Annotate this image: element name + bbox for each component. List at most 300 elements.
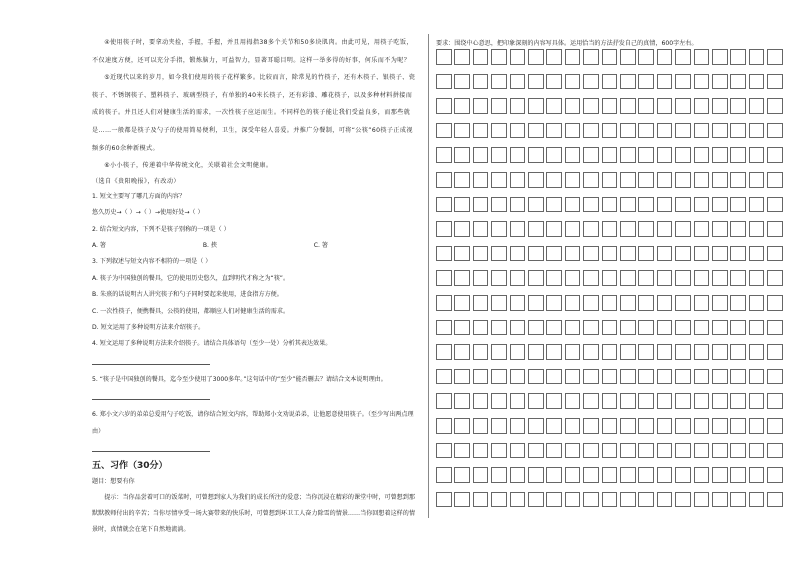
grid-cell[interactable] — [712, 74, 728, 90]
grid-cell[interactable] — [454, 246, 470, 262]
grid-cell[interactable] — [454, 172, 470, 188]
grid-cell[interactable] — [675, 98, 691, 114]
grid-cell[interactable] — [694, 492, 710, 508]
grid-cell[interactable] — [620, 295, 636, 311]
grid-cell[interactable] — [767, 492, 783, 508]
grid-cell[interactable] — [712, 344, 728, 360]
grid-cell[interactable] — [749, 221, 765, 237]
grid-cell[interactable] — [602, 492, 618, 508]
grid-cell[interactable] — [657, 295, 673, 311]
grid-cell[interactable] — [749, 492, 765, 508]
grid-cell[interactable] — [712, 369, 728, 385]
grid-cell[interactable] — [473, 172, 489, 188]
grid-cell[interactable] — [602, 74, 618, 90]
grid-cell[interactable] — [730, 49, 746, 65]
grid-cell[interactable] — [473, 123, 489, 139]
grid-cell[interactable] — [546, 295, 562, 311]
grid-cell[interactable] — [436, 74, 452, 90]
grid-cell[interactable] — [436, 295, 452, 311]
grid-cell[interactable] — [767, 172, 783, 188]
grid-cell[interactable] — [565, 98, 581, 114]
grid-cell[interactable] — [583, 49, 599, 65]
grid-cell[interactable] — [767, 369, 783, 385]
grid-cell[interactable] — [583, 123, 599, 139]
grid-cell[interactable] — [657, 49, 673, 65]
grid-cell[interactable] — [638, 320, 654, 336]
grid-cell[interactable] — [602, 443, 618, 459]
grid-cell[interactable] — [436, 246, 452, 262]
grid-cell[interactable] — [528, 147, 544, 163]
grid-cell[interactable] — [694, 197, 710, 213]
grid-cell[interactable] — [638, 98, 654, 114]
grid-cell[interactable] — [694, 123, 710, 139]
grid-cell[interactable] — [454, 492, 470, 508]
grid-cell[interactable] — [730, 467, 746, 483]
grid-cell[interactable] — [730, 320, 746, 336]
grid-cell[interactable] — [767, 443, 783, 459]
grid-cell[interactable] — [473, 492, 489, 508]
grid-cell[interactable] — [473, 443, 489, 459]
grid-cell[interactable] — [675, 492, 691, 508]
grid-cell[interactable] — [491, 147, 507, 163]
grid-cell[interactable] — [749, 98, 765, 114]
grid-cell[interactable] — [675, 320, 691, 336]
grid-cell[interactable] — [749, 443, 765, 459]
grid-cell[interactable] — [638, 221, 654, 237]
grid-cell[interactable] — [565, 320, 581, 336]
grid-cell[interactable] — [510, 246, 526, 262]
grid-cell[interactable] — [510, 320, 526, 336]
grid-cell[interactable] — [675, 270, 691, 286]
grid-cell[interactable] — [657, 369, 673, 385]
grid-cell[interactable] — [528, 393, 544, 409]
grid-cell[interactable] — [473, 418, 489, 434]
grid-cell[interactable] — [491, 443, 507, 459]
grid-cell[interactable] — [473, 320, 489, 336]
grid-cell[interactable] — [675, 467, 691, 483]
grid-cell[interactable] — [473, 221, 489, 237]
grid-cell[interactable] — [546, 492, 562, 508]
grid-cell[interactable] — [454, 197, 470, 213]
grid-cell[interactable] — [454, 320, 470, 336]
grid-cell[interactable] — [510, 270, 526, 286]
grid-cell[interactable] — [473, 295, 489, 311]
grid-cell[interactable] — [638, 74, 654, 90]
grid-cell[interactable] — [565, 393, 581, 409]
grid-cell[interactable] — [436, 443, 452, 459]
grid-cell[interactable] — [546, 320, 562, 336]
grid-cell[interactable] — [510, 369, 526, 385]
grid-cell[interactable] — [638, 295, 654, 311]
grid-cell[interactable] — [620, 369, 636, 385]
grid-cell[interactable] — [602, 320, 618, 336]
grid-cell[interactable] — [583, 74, 599, 90]
grid-cell[interactable] — [767, 49, 783, 65]
grid-cell[interactable] — [546, 172, 562, 188]
grid-cell[interactable] — [712, 98, 728, 114]
grid-cell[interactable] — [730, 221, 746, 237]
grid-cell[interactable] — [749, 467, 765, 483]
grid-cell[interactable] — [694, 443, 710, 459]
grid-cell[interactable] — [546, 147, 562, 163]
grid-cell[interactable] — [712, 246, 728, 262]
grid-cell[interactable] — [528, 74, 544, 90]
grid-cell[interactable] — [620, 492, 636, 508]
grid-cell[interactable] — [510, 98, 526, 114]
grid-cell[interactable] — [546, 369, 562, 385]
grid-cell[interactable] — [620, 74, 636, 90]
grid-cell[interactable] — [712, 147, 728, 163]
grid-cell[interactable] — [473, 467, 489, 483]
grid-cell[interactable] — [694, 221, 710, 237]
grid-cell[interactable] — [730, 344, 746, 360]
grid-cell[interactable] — [657, 320, 673, 336]
grid-cell[interactable] — [546, 221, 562, 237]
grid-cell[interactable] — [583, 344, 599, 360]
grid-cell[interactable] — [528, 123, 544, 139]
grid-cell[interactable] — [565, 197, 581, 213]
grid-cell[interactable] — [602, 123, 618, 139]
grid-cell[interactable] — [730, 443, 746, 459]
grid-cell[interactable] — [712, 393, 728, 409]
grid-cell[interactable] — [730, 246, 746, 262]
grid-cell[interactable] — [638, 418, 654, 434]
grid-cell[interactable] — [749, 246, 765, 262]
answer-line[interactable] — [92, 388, 210, 400]
grid-cell[interactable] — [583, 197, 599, 213]
grid-cell[interactable] — [767, 221, 783, 237]
grid-cell[interactable] — [473, 147, 489, 163]
grid-cell[interactable] — [436, 49, 452, 65]
grid-cell[interactable] — [510, 492, 526, 508]
grid-cell[interactable] — [767, 320, 783, 336]
grid-cell[interactable] — [694, 246, 710, 262]
grid-cell[interactable] — [749, 197, 765, 213]
grid-cell[interactable] — [546, 418, 562, 434]
grid-cell[interactable] — [749, 270, 765, 286]
grid-cell[interactable] — [583, 369, 599, 385]
grid-cell[interactable] — [528, 295, 544, 311]
grid-cell[interactable] — [638, 49, 654, 65]
grid-cell[interactable] — [546, 197, 562, 213]
grid-cell[interactable] — [436, 492, 452, 508]
grid-cell[interactable] — [675, 418, 691, 434]
grid-cell[interactable] — [675, 344, 691, 360]
grid-cell[interactable] — [694, 295, 710, 311]
grid-cell[interactable] — [749, 49, 765, 65]
grid-cell[interactable] — [730, 393, 746, 409]
grid-cell[interactable] — [638, 443, 654, 459]
grid-cell[interactable] — [749, 74, 765, 90]
grid-cell[interactable] — [712, 49, 728, 65]
grid-cell[interactable] — [620, 197, 636, 213]
grid-cell[interactable] — [565, 295, 581, 311]
grid-cell[interactable] — [528, 320, 544, 336]
grid-cell[interactable] — [712, 443, 728, 459]
grid-cell[interactable] — [491, 418, 507, 434]
grid-cell[interactable] — [454, 270, 470, 286]
grid-cell[interactable] — [436, 197, 452, 213]
grid-cell[interactable] — [528, 492, 544, 508]
grid-cell[interactable] — [675, 369, 691, 385]
grid-cell[interactable] — [620, 270, 636, 286]
grid-cell[interactable] — [436, 344, 452, 360]
grid-cell[interactable] — [657, 123, 673, 139]
grid-cell[interactable] — [675, 197, 691, 213]
grid-cell[interactable] — [712, 492, 728, 508]
grid-cell[interactable] — [638, 197, 654, 213]
grid-cell[interactable] — [565, 443, 581, 459]
grid-cell[interactable] — [694, 270, 710, 286]
grid-cell[interactable] — [510, 418, 526, 434]
grid-cell[interactable] — [694, 98, 710, 114]
grid-cell[interactable] — [565, 492, 581, 508]
grid-cell[interactable] — [657, 344, 673, 360]
grid-cell[interactable] — [583, 246, 599, 262]
grid-cell[interactable] — [583, 443, 599, 459]
grid-cell[interactable] — [602, 295, 618, 311]
grid-cell[interactable] — [657, 270, 673, 286]
grid-cell[interactable] — [694, 344, 710, 360]
grid-cell[interactable] — [620, 246, 636, 262]
grid-cell[interactable] — [473, 74, 489, 90]
grid-cell[interactable] — [491, 467, 507, 483]
grid-cell[interactable] — [583, 320, 599, 336]
grid-cell[interactable] — [473, 270, 489, 286]
grid-cell[interactable] — [491, 492, 507, 508]
grid-cell[interactable] — [602, 369, 618, 385]
grid-cell[interactable] — [620, 320, 636, 336]
grid-cell[interactable] — [491, 74, 507, 90]
grid-cell[interactable] — [675, 393, 691, 409]
grid-cell[interactable] — [583, 221, 599, 237]
grid-cell[interactable] — [473, 197, 489, 213]
grid-cell[interactable] — [657, 492, 673, 508]
grid-cell[interactable] — [565, 147, 581, 163]
grid-cell[interactable] — [767, 197, 783, 213]
grid-cell[interactable] — [510, 123, 526, 139]
grid-cell[interactable] — [436, 393, 452, 409]
grid-cell[interactable] — [694, 74, 710, 90]
grid-cell[interactable] — [675, 295, 691, 311]
grid-cell[interactable] — [583, 270, 599, 286]
grid-cell[interactable] — [510, 221, 526, 237]
grid-cell[interactable] — [620, 172, 636, 188]
grid-cell[interactable] — [749, 418, 765, 434]
grid-cell[interactable] — [565, 221, 581, 237]
grid-cell[interactable] — [528, 270, 544, 286]
grid-cell[interactable] — [454, 98, 470, 114]
grid-cell[interactable] — [454, 295, 470, 311]
grid-cell[interactable] — [454, 123, 470, 139]
grid-cell[interactable] — [528, 221, 544, 237]
grid-cell[interactable] — [491, 49, 507, 65]
grid-cell[interactable] — [638, 246, 654, 262]
grid-cell[interactable] — [583, 467, 599, 483]
grid-cell[interactable] — [546, 49, 562, 65]
grid-cell[interactable] — [638, 369, 654, 385]
grid-cell[interactable] — [730, 295, 746, 311]
grid-cell[interactable] — [657, 418, 673, 434]
grid-cell[interactable] — [528, 246, 544, 262]
grid-cell[interactable] — [436, 221, 452, 237]
grid-cell[interactable] — [546, 393, 562, 409]
grid-cell[interactable] — [565, 467, 581, 483]
grid-cell[interactable] — [694, 369, 710, 385]
grid-cell[interactable] — [565, 172, 581, 188]
grid-cell[interactable] — [510, 197, 526, 213]
grid-cell[interactable] — [749, 123, 765, 139]
grid-cell[interactable] — [675, 172, 691, 188]
grid-cell[interactable] — [638, 467, 654, 483]
grid-cell[interactable] — [712, 418, 728, 434]
grid-cell[interactable] — [749, 320, 765, 336]
grid-cell[interactable] — [712, 123, 728, 139]
grid-cell[interactable] — [491, 197, 507, 213]
grid-cell[interactable] — [657, 221, 673, 237]
grid-cell[interactable] — [454, 393, 470, 409]
grid-cell[interactable] — [473, 246, 489, 262]
grid-cell[interactable] — [546, 246, 562, 262]
grid-cell[interactable] — [767, 147, 783, 163]
grid-cell[interactable] — [491, 246, 507, 262]
grid-cell[interactable] — [436, 369, 452, 385]
grid-cell[interactable] — [491, 123, 507, 139]
grid-cell[interactable] — [638, 172, 654, 188]
grid-cell[interactable] — [583, 98, 599, 114]
grid-cell[interactable] — [546, 443, 562, 459]
grid-cell[interactable] — [565, 74, 581, 90]
grid-cell[interactable] — [583, 393, 599, 409]
grid-cell[interactable] — [620, 221, 636, 237]
grid-cell[interactable] — [528, 98, 544, 114]
grid-cell[interactable] — [638, 147, 654, 163]
grid-cell[interactable] — [454, 221, 470, 237]
grid-cell[interactable] — [528, 369, 544, 385]
grid-cell[interactable] — [730, 147, 746, 163]
grid-cell[interactable] — [675, 49, 691, 65]
grid-cell[interactable] — [730, 369, 746, 385]
grid-cell[interactable] — [510, 344, 526, 360]
grid-cell[interactable] — [620, 418, 636, 434]
grid-cell[interactable] — [565, 418, 581, 434]
grid-cell[interactable] — [565, 344, 581, 360]
grid-cell[interactable] — [454, 344, 470, 360]
grid-cell[interactable] — [546, 98, 562, 114]
grid-cell[interactable] — [583, 492, 599, 508]
grid-cell[interactable] — [454, 443, 470, 459]
grid-cell[interactable] — [657, 98, 673, 114]
grid-cell[interactable] — [436, 320, 452, 336]
grid-cell[interactable] — [712, 295, 728, 311]
grid-cell[interactable] — [638, 492, 654, 508]
grid-cell[interactable] — [694, 393, 710, 409]
grid-cell[interactable] — [749, 295, 765, 311]
grid-cell[interactable] — [565, 369, 581, 385]
grid-cell[interactable] — [657, 147, 673, 163]
grid-cell[interactable] — [473, 49, 489, 65]
grid-cell[interactable] — [712, 197, 728, 213]
grid-cell[interactable] — [730, 418, 746, 434]
grid-cell[interactable] — [657, 443, 673, 459]
grid-cell[interactable] — [767, 246, 783, 262]
grid-cell[interactable] — [602, 270, 618, 286]
grid-cell[interactable] — [546, 467, 562, 483]
grid-cell[interactable] — [436, 123, 452, 139]
grid-cell[interactable] — [767, 295, 783, 311]
grid-cell[interactable] — [620, 344, 636, 360]
grid-cell[interactable] — [602, 393, 618, 409]
grid-cell[interactable] — [565, 49, 581, 65]
grid-cell[interactable] — [546, 123, 562, 139]
grid-cell[interactable] — [675, 147, 691, 163]
grid-cell[interactable] — [546, 270, 562, 286]
grid-cell[interactable] — [491, 172, 507, 188]
grid-cell[interactable] — [602, 197, 618, 213]
grid-cell[interactable] — [436, 467, 452, 483]
grid-cell[interactable] — [602, 147, 618, 163]
grid-cell[interactable] — [620, 443, 636, 459]
grid-cell[interactable] — [730, 74, 746, 90]
grid-cell[interactable] — [675, 74, 691, 90]
grid-cell[interactable] — [657, 74, 673, 90]
grid-cell[interactable] — [767, 123, 783, 139]
grid-cell[interactable] — [528, 49, 544, 65]
answer-line[interactable] — [92, 440, 210, 452]
grid-cell[interactable] — [473, 393, 489, 409]
grid-cell[interactable] — [730, 98, 746, 114]
grid-cell[interactable] — [712, 172, 728, 188]
grid-cell[interactable] — [491, 320, 507, 336]
grid-cell[interactable] — [694, 320, 710, 336]
grid-cell[interactable] — [454, 418, 470, 434]
answer-line[interactable] — [92, 353, 210, 365]
grid-cell[interactable] — [528, 197, 544, 213]
grid-cell[interactable] — [694, 49, 710, 65]
grid-cell[interactable] — [602, 98, 618, 114]
grid-cell[interactable] — [767, 98, 783, 114]
grid-cell[interactable] — [730, 492, 746, 508]
grid-cell[interactable] — [510, 147, 526, 163]
grid-cell[interactable] — [749, 147, 765, 163]
grid-cell[interactable] — [767, 418, 783, 434]
grid-cell[interactable] — [675, 443, 691, 459]
grid-cell[interactable] — [491, 221, 507, 237]
grid-cell[interactable] — [436, 147, 452, 163]
grid-cell[interactable] — [546, 74, 562, 90]
grid-cell[interactable] — [491, 98, 507, 114]
grid-cell[interactable] — [675, 246, 691, 262]
grid-cell[interactable] — [657, 467, 673, 483]
grid-cell[interactable] — [510, 74, 526, 90]
grid-cell[interactable] — [454, 74, 470, 90]
grid-cell[interactable] — [583, 172, 599, 188]
grid-cell[interactable] — [454, 369, 470, 385]
grid-cell[interactable] — [620, 467, 636, 483]
grid-cell[interactable] — [730, 197, 746, 213]
grid-cell[interactable] — [767, 393, 783, 409]
grid-cell[interactable] — [602, 246, 618, 262]
grid-cell[interactable] — [620, 98, 636, 114]
grid-cell[interactable] — [675, 123, 691, 139]
grid-cell[interactable] — [491, 295, 507, 311]
grid-cell[interactable] — [510, 393, 526, 409]
grid-cell[interactable] — [565, 246, 581, 262]
grid-cell[interactable] — [583, 295, 599, 311]
grid-cell[interactable] — [657, 246, 673, 262]
grid-cell[interactable] — [657, 197, 673, 213]
grid-cell[interactable] — [602, 467, 618, 483]
